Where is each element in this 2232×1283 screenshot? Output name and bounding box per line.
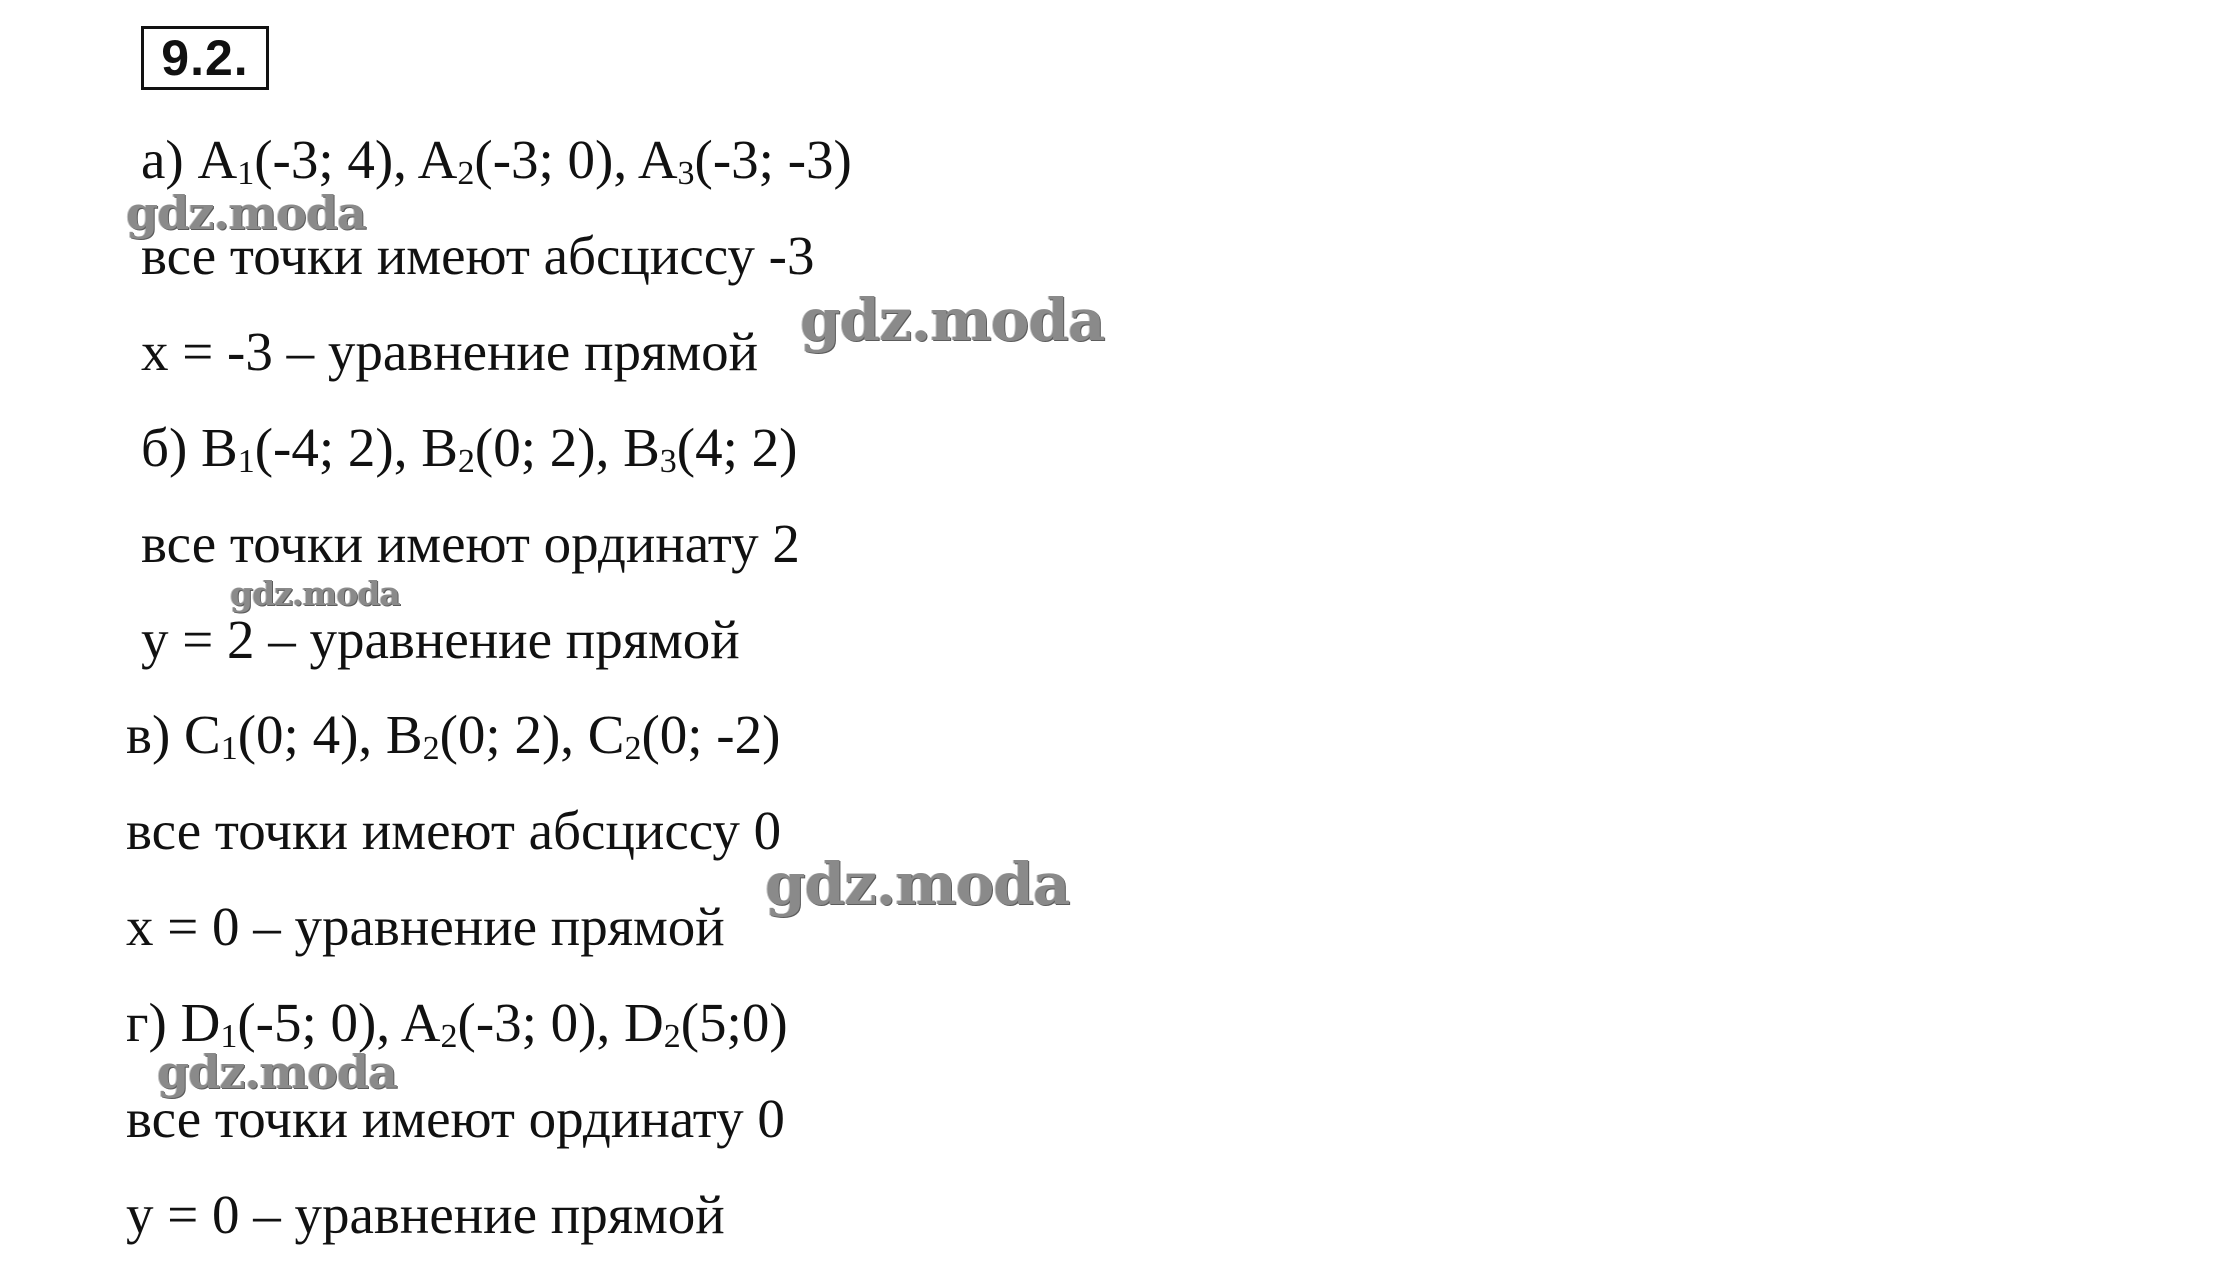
part-v-points: в) $C_1(0$; 4), $B_2(0$; 2), $C_2(0$; -2)	[126, 704, 781, 767]
watermark: gdz.moda	[126, 186, 366, 240]
watermark: gdz.moda	[157, 1045, 397, 1099]
watermark: gdz.moda	[765, 850, 1070, 918]
part-g-points: г) $D_1(-5$; 0), $A_2(-3$; 0), $D_2(5;0)$	[126, 992, 788, 1055]
part-b-note: все точки имеют ординату 2	[141, 513, 800, 574]
part-v-note: все точки имеют абсциссу 0	[126, 800, 782, 861]
part-a-note: все точки имеют абсциссу -3	[141, 225, 815, 286]
part-g-note: все точки имеют ординату 0	[126, 1088, 785, 1149]
watermark: gdz.moda	[800, 286, 1105, 354]
problem-number: 9.2.	[141, 26, 269, 90]
part-a-equation: x = -3 – уравнение прямой	[141, 321, 759, 382]
part-g-equation: y = 0 – уравнение прямой	[126, 1184, 725, 1245]
part-b-points: б) $B_1(-4$; 2), $B_2(0$; 2), $B_3(4$; 2)	[141, 417, 798, 480]
part-a-points: а) $A_1(-3$; 4), $A_2(-3$; 0), $A_3(-3$; -3)	[141, 129, 852, 192]
watermark: gdz.moda	[230, 574, 400, 613]
part-v-equation: x = 0 – уравнение прямой	[126, 896, 725, 957]
part-b-equation: y = 2 – уравнение прямой	[141, 609, 740, 670]
